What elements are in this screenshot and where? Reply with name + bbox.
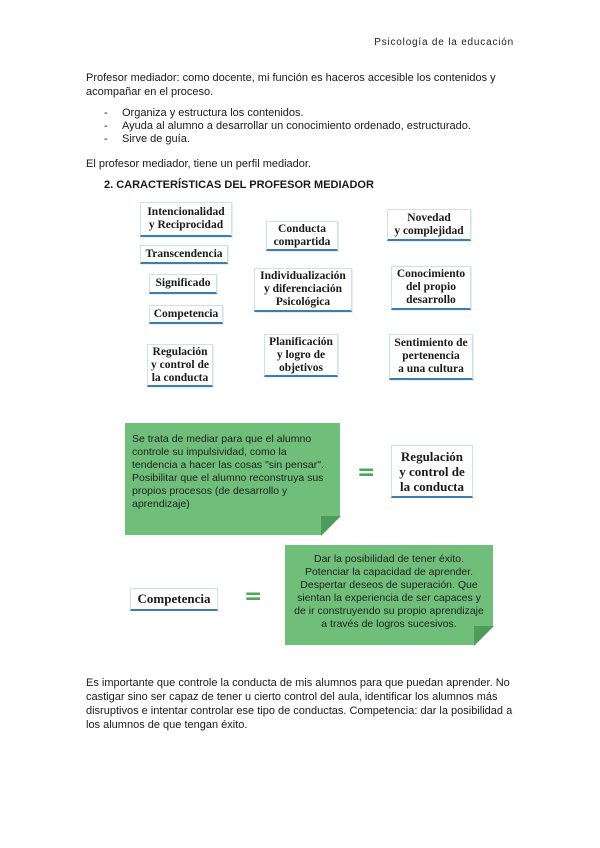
card-novedad — [387, 209, 471, 241]
competence-label-card: Competencia — [130, 588, 218, 611]
card-intencionalidad — [140, 202, 232, 237]
card-label: Conducta compartida — [273, 222, 331, 248]
card-conocimiento — [391, 266, 471, 310]
card-label: Novedad y complejidad — [394, 211, 464, 237]
card-competencia — [149, 305, 223, 324]
section-title: 2. CARACTERÍSTICAS DEL PROFESOR MEDIADOR — [104, 179, 374, 191]
equals-sign: = — [357, 460, 376, 485]
card-transcendencia — [140, 245, 228, 264]
card-sentimiento — [389, 334, 473, 380]
card-significado — [149, 274, 217, 294]
card-label: Conocimiento del propio desarrollo — [396, 268, 466, 306]
bullet-item: - Organiza y estructura los contenidos. — [104, 107, 471, 120]
summary-paragraph: El profesor mediador, tiene un perfil mediador. — [86, 158, 312, 170]
page-header: Psicología de la educación — [374, 37, 514, 48]
card-label: Intencionalidad y Reciprocidad — [147, 206, 225, 231]
intro-bullet-list — [104, 107, 471, 146]
card-individualizacion — [254, 268, 352, 312]
card-conducta-compartida — [266, 221, 338, 251]
card-regulacion — [147, 344, 213, 387]
card-label: Planificación y logro de objetivos — [269, 335, 333, 374]
closing-paragraph: Es importante que controle la conducta de mis alumnos para que puedan aprender. No castigar sino ser capaz de tener u cierto control del aula, identificar los alumnos más disruptivos e intentar controlar ese tipo de conductas. Competencia: dar la posibilidad a los alumnos de que tengan éxito. — [86, 677, 513, 731]
card-label: Transcendencia — [145, 247, 223, 260]
card-planificacion — [264, 334, 338, 377]
card-label: Sentimiento de pertenencia a una cultura — [394, 337, 468, 375]
competence-note — [285, 545, 493, 645]
regulation-note-text: Se trata de mediar para que el alumno controle su impulsividad, como la tendencia a hacer las cosas "sin pensar". Posibilitar que el alumno reconstruya sus propios procesos (de desarrollo y aprendizaje) — [132, 433, 324, 510]
card-label: Regulación y control de la conducta — [151, 345, 209, 384]
regulation-label-card: Regulación y control de la conducta — [391, 445, 473, 498]
card-label: Significado — [155, 277, 211, 289]
competence-note-text: Dar la posibilidad de tener éxito. Potenciar la capacidad de aprender. Despertar deseos de superación. Que sientan la experiencia de ser capaces y de ir construyendo su propio aprendizaje a través de logros sucesivos. — [294, 553, 484, 630]
intro-paragraph: Profesor mediador: como docente, mi función es haceros accesible los contenidos y acompañar en el proceso. — [86, 72, 496, 98]
regulation-note — [125, 423, 340, 535]
equals-sign: = — [244, 584, 263, 609]
bullet-item: - Ayuda al alumno a desarrollar un conocimiento ordenado, estructurado. — [104, 120, 471, 133]
bullet-item: - Sirve de guía. — [104, 133, 471, 146]
card-label: Individualización y diferenciación Psicológica — [260, 270, 346, 308]
card-label: Competencia — [153, 307, 219, 320]
